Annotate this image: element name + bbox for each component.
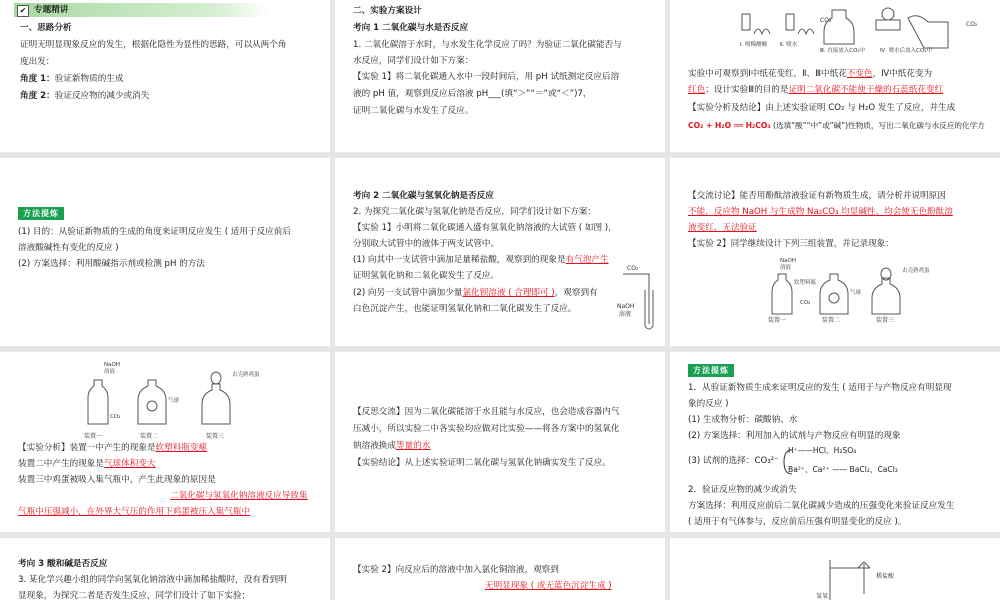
- section-heading: 二、实验方案设计: [353, 6, 422, 16]
- svg-text:气球: 气球: [850, 290, 862, 296]
- paragraph-line: 1. 二氧化碳溶于水时，与水发生化学反应了吗？为验证二氧化碳能否与: [353, 40, 622, 50]
- svg-text:NaOH: NaOH: [780, 258, 796, 264]
- paragraph-line: 溶液酸碱性有变化的反应 ): [18, 243, 119, 253]
- paragraph-line: 【实验 1】小明将二氧化碳通入盛有氢氧化钠溶液的大试管 ( 如图 )，: [353, 223, 617, 233]
- answer-line: 不能，反应物 NaOH 与生成物 Na₂CO₃ 均显碱性，均会使无色酚酞溶: [688, 207, 953, 217]
- paragraph-line: ( 适用于有气体参与，反应前后压强有明显变化的反应 )。: [688, 517, 907, 527]
- answer-line: 无明显现象 ( 或无蓝色沉淀生成 ): [485, 581, 612, 591]
- figure-label: Ⅲ. 直接放入CO₂中: [820, 48, 866, 54]
- paragraph-line: 【反思交流】因为二氧化碳能溶于水且能与水反应，也会造成容器内气: [353, 407, 620, 417]
- panel-experiment-analysis: [0, 352, 330, 532]
- svg-text:稀盐酸: 稀盐酸: [876, 573, 895, 580]
- paragraph-line: (2) 向另一支试管中滴加少量氯化钡溶液 ( 合理即可 )，观察到有: [353, 288, 598, 298]
- checkbox-icon: ✔: [17, 5, 29, 17]
- device-label: 装置二: [822, 317, 841, 324]
- figure-label: Ⅰ. 喷稀醋酸: [740, 42, 768, 48]
- panel-method-summary-2: [670, 352, 1000, 532]
- section-heading: 一、思路分析: [20, 23, 72, 33]
- svg-text:溶液: 溶液: [104, 369, 116, 375]
- paragraph-line: 液的 pH 值，观察到反应后溶液 pH___(填“＞”“＝”或“＜”)7，: [353, 89, 592, 99]
- topic-heading: 考向 2 二氧化碳与氢氧化钠是否反应: [353, 191, 494, 201]
- panel-method-summary-1: [0, 158, 330, 346]
- three-devices-figure: [760, 254, 960, 324]
- method-badge: 方法提炼: [688, 364, 734, 377]
- reagent-branch: Ba²⁺、Ca²⁺ —— BaCl₂、CaCl₂: [788, 465, 898, 474]
- conclusion-line: 【实验分析及结论】由上述实验证明 CO₂ 与 H₂O 发生了反应，并生成: [688, 103, 956, 113]
- svg-text:CO₂: CO₂: [966, 21, 978, 28]
- paragraph-line: 证明二氧化碳与水发生了反应。: [353, 106, 474, 116]
- paragraph-line: 证明无明显现象反应的发生，根据化隐性为显性的思路，可以从两个角: [20, 40, 287, 50]
- svg-text:CO₂: CO₂: [800, 300, 811, 306]
- paragraph-line: 度出发：: [20, 57, 55, 67]
- svg-text:溶液: 溶液: [619, 311, 632, 318]
- paragraph-line: (1) 目的：从验证新物质的生成的角度来证明反应发生 ( 适用于反应前后: [18, 227, 291, 237]
- paragraph-line: 【实验 2】向反应后的溶液中加入氯化铜溶液，观察到: [353, 565, 559, 575]
- paragraph-line: 【实验 2】同学继续设计下列三组装置，并记录现象：: [688, 239, 894, 249]
- panel-discussion: [670, 158, 1000, 346]
- section-banner: ✔ 专题精讲: [14, 3, 270, 17]
- reagent-label: (3) 试剂的选择：CO₃²⁻: [688, 456, 779, 466]
- paragraph-line: 【交流讨论】能否用酚酞溶液验证有新物质生成，请分析并说明原因: [688, 191, 946, 201]
- panel-reflection: [335, 352, 665, 532]
- paragraph-line: 钠溶液换成等量的水: [353, 441, 431, 451]
- angle-2: 角度 2：验证反应物的减少或消失: [20, 91, 150, 101]
- paragraph-line: (2) 方案选择：利用酸碱指示剂或检测 pH 的方法: [18, 259, 205, 269]
- conclusion-line: CO₂ + H₂O ══ H₂CO₃ (选填“酸”“中”或“碱”)性物质，写出二氧化碳与水反应的化学方: [688, 121, 985, 130]
- paragraph-line: 1．从验证新物质生成来证明反应的发生 ( 适用于与产物反应有明显现: [688, 383, 952, 393]
- svg-text:NaOH: NaOH: [104, 362, 120, 368]
- svg-text:去壳熟鸡蛋: 去壳熟鸡蛋: [232, 372, 260, 378]
- figure-label: Ⅳ. 喷水后放入CO₂中: [880, 48, 932, 54]
- analysis-line: 装置二中产生的现象是气球体积变大: [18, 459, 156, 469]
- topic-heading: 考向 1 二氧化碳与水是否反应: [353, 23, 469, 33]
- paragraph-line: 2. 为探究二氧化碳与氢氧化钠是否反应，同学们设计如下方案：: [353, 207, 596, 217]
- svg-text:溶液: 溶液: [780, 265, 792, 271]
- observation-line: 红色；设计实验Ⅲ的目的是证明二氧化碳不能使干燥的石蕊纸花变红: [688, 85, 944, 95]
- panel-paper-flower-experiment: [670, 0, 1000, 152]
- test-tube-figure: [617, 262, 665, 332]
- panel-apparatus: [670, 538, 1000, 600]
- device-label: 装置三: [876, 317, 895, 324]
- panel-thinking-analysis: [0, 0, 330, 152]
- three-devices-figure: [60, 356, 300, 440]
- paragraph-line: (1) 向其中一支试管中滴加足量稀盐酸，观察到的现象是有气泡产生: [353, 255, 609, 265]
- panel-experiment-design: [335, 0, 665, 152]
- answer-line: 二氧化碳与氢氧化钠溶液反应导致集: [170, 491, 308, 501]
- device-label: 装置一: [768, 317, 787, 324]
- svg-text:氢氧: 氢氧: [816, 593, 829, 600]
- paragraph-line: 方案选择：利用反应前后二氧化碳减少造成的压强变化来验证反应发生: [688, 501, 955, 511]
- svg-text:软塑料瓶: 软塑料瓶: [794, 280, 817, 286]
- topic-heading: 考向 3 酸和碱是否反应: [18, 559, 108, 569]
- svg-text:NaOH: NaOH: [617, 303, 635, 310]
- analysis-line: 装置三中鸡蛋被吸入集气瓶中，产生此现象的原因是: [18, 475, 216, 485]
- paper-flower-figure: [670, 0, 1000, 64]
- apparatus-figure: [800, 538, 920, 600]
- paragraph-line: (1) 生成物分析：碳酸钠、水: [688, 415, 798, 425]
- panel-co2-naoh-experiment: [335, 158, 665, 346]
- svg-text:气球: 气球: [168, 398, 180, 404]
- paragraph-line: 2．验证反应物的减少或消失: [688, 485, 797, 495]
- paragraph-line: 象的反应 ): [688, 399, 729, 409]
- answer-line: 气瓶中压强减小，在外界大气压的作用下鸡蛋被压入集气瓶中: [18, 507, 251, 517]
- paragraph-line: (2) 方案选择：利用加入的试剂与产物反应有明显的现象: [688, 431, 901, 441]
- device-label: 装置一: [84, 433, 103, 440]
- paragraph-line: 证明氢氧化钠和二氧化碳发生了反应。: [353, 271, 500, 281]
- angle-1: 角度 1：验证新物质的生成: [20, 74, 124, 84]
- analysis-line: 【实验分析】装置一中产生的现象是软塑料瓶变瘪: [18, 443, 208, 453]
- device-label: 装置二: [140, 433, 159, 440]
- bracket-icon: [778, 446, 798, 476]
- svg-text:CO₂: CO₂: [820, 17, 832, 24]
- observation-line: 实验中可观察到Ⅰ中纸花变红，Ⅱ、Ⅲ中纸花不变色，Ⅳ中纸花变为: [688, 69, 933, 79]
- paragraph-line: 3. 某化学兴趣小组的同学向氢氧化钠溶液中滴加稀盐酸时，没有看到明: [18, 575, 287, 585]
- answer-line: 液变红，无法验证: [688, 223, 757, 233]
- reagent-branch: H⁺——HCl、H₂SO₄: [788, 446, 857, 455]
- svg-text:CO₂: CO₂: [110, 414, 121, 420]
- method-badge: 方法提炼: [18, 207, 64, 220]
- paragraph-line: 压减小，所以实验二中各实验均应做对比实验——将各方案中的氢氧化: [353, 424, 620, 434]
- paragraph-line: 水反应，同学们设计如下方案：: [353, 56, 474, 66]
- paragraph-line: 【实验结论】从上述实验证明二氧化碳与氢氧化钠确实发生了反应。: [353, 458, 611, 468]
- panel-acid-base: [0, 538, 330, 600]
- paragraph-line: 分别取大试管中的液体于两支试管中。: [353, 239, 500, 249]
- paragraph-line: 【实验 1】将二氧化碳通入水中一段时间后，用 pH 试纸测定反应后溶: [353, 72, 620, 82]
- svg-text:去壳熟鸡蛋: 去壳熟鸡蛋: [902, 268, 930, 274]
- paragraph-line: 显现象，为探究二者是否发生反应，同学们设计了如下实验：: [18, 591, 251, 600]
- svg-text:CO₂: CO₂: [627, 265, 639, 272]
- panel-experiment-2: [335, 538, 665, 600]
- paragraph-line: 白色沉淀产生，也能证明氢氧化钠和二氧化碳发生了反应。: [353, 304, 577, 314]
- figure-label: Ⅱ. 喷水: [780, 42, 798, 48]
- device-label: 装置三: [206, 433, 225, 440]
